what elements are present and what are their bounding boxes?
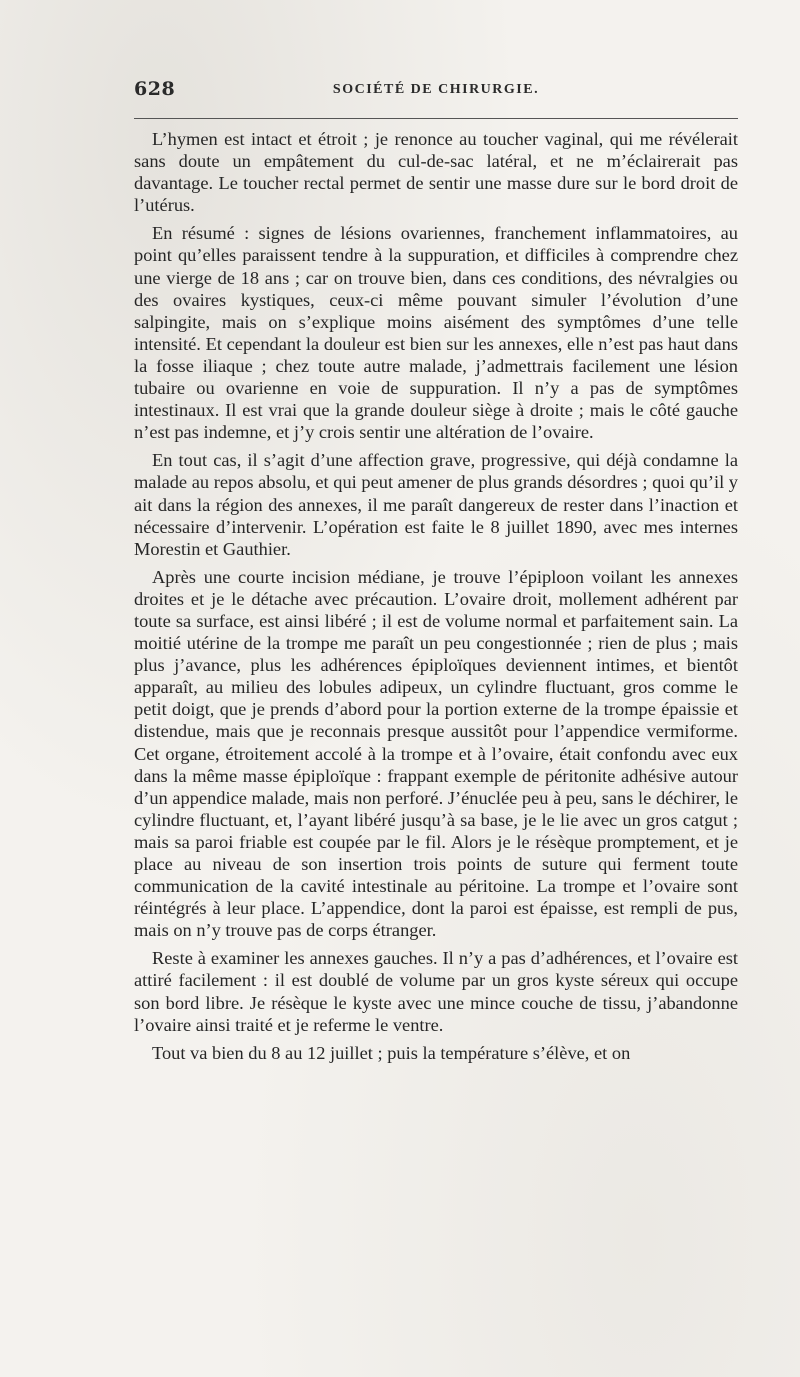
paragraph-en-tout-cas: En tout cas, il s’agit d’une affection grave, progressive, qui déjà condamne la malade au repos absolu, et qui peut amener de plus grands désordres ; quoi qu’il y ait dans la région des annexes, il me paraît dangereux de rester dans l’inaction et nécessaire d’intervenir. L’opération est faite le 8 juillet 1890, avec mes internes Morestin et Gauthier. (134, 450, 738, 559)
body-text (134, 128, 738, 1070)
running-title: SOCIÉTÉ DE CHIRURGIE. (332, 82, 540, 97)
paragraph-hymen: L’hymen est intact et étroit ; je renonce au toucher vaginal, qui me révélerait sans doute un empâtement du cul-de-sac latéral, et ne m’éclairerait pas davantage. Le toucher rectal permet de sentir une masse dure sur le bord droit de l’utérus. (134, 129, 738, 216)
paragraph-tout-va-bien: Tout va bien du 8 au 12 juillet ; puis la température s’élève, et on (152, 1042, 631, 1063)
paragraph-annexes-gauches: Reste à examiner les annexes gauches. Il n’y a pas d’adhérences, et l’ovaire est attiré facilement : il est doublé de volume par un gros kyste séreux qui occupe son bord libre. Je résèque le kyste avec une mince couche de tissu, j’abandonne l’ovaire ainsi traité et je referme le ventre. (134, 948, 738, 1035)
page-number: 628 (134, 78, 176, 100)
header-rule (134, 118, 738, 119)
paragraph-operation: Après une courte incision médiane, je trouve l’épiploon voilant les annexes droites et je le détache avec précaution. L’ovaire droit, mollement adhérent par toute sa surface, est ainsi libéré ; il est de volume normal et parfaitement sain. La moitié utérine de la trompe me paraît un peu congestionnée ; rien de plus ; mais plus j’avance, plus les adhérences épiploïques deviennent intimes, et bientôt apparaît, au milieu des lobules adipeux, un cylindre fluctuant, gros comme le petit doigt, que je prends d’abord pour la portion externe de la trompe épaissie et distendue, mais que je reconnais presque aussitôt pour l’appendice vermiforme. Cet organe, étroitement accolé à la trompe et à l’ovaire, était confondu avec eux dans la même masse épiploïque : frappant exemple de péritonite adhésive autour d’un appendice malade, mais non perforé. J’énuclée peu à peu, sans le déchirer, le cylindre fluctuant, et, l’ayant libéré jusqu’à sa base, je le lie avec un gros catgut ; mais sa paroi friable est coupée par le fil. Alors je le résèque promptement, et je place au niveau de son insertion trois points de suture qui ferment toute communication de la cavité intestinale au péritoine. La trompe et l’ovaire sont réintégrés à leur place. L’appendice, dont la paroi est épaisse, est rempli de pus, mais on n’y trouve pas de corps étranger. (134, 566, 738, 941)
paragraph-resume: En résumé : signes de lésions ovariennes, franchement inflammatoires, au point qu’elles paraissent tendre à la suppuration, et difficiles à comprendre chez une vierge de 18 ans ; car on trouve bien, dans ces conditions, des névralgies ou des ovaires kystiques, ceux-ci même pouvant simuler l’évolution d’une salpingite, mais on s’explique moins aisément des symptômes d’une telle intensité. Et cependant la douleur est bien sur les annexes, elle n’est pas haut dans la fosse iliaque ; chez toute autre malade, j’admettrais facilement une lésion tubaire ou ovarienne en voie de suppuration. Il n’y a pas de symptômes intestinaux. Il est vrai que la grande douleur siège à droite ; mais le côté gauche n’est pas indemne, et j’y crois sentir une altération de l’ovaire. (134, 223, 738, 443)
page-header (134, 78, 738, 106)
